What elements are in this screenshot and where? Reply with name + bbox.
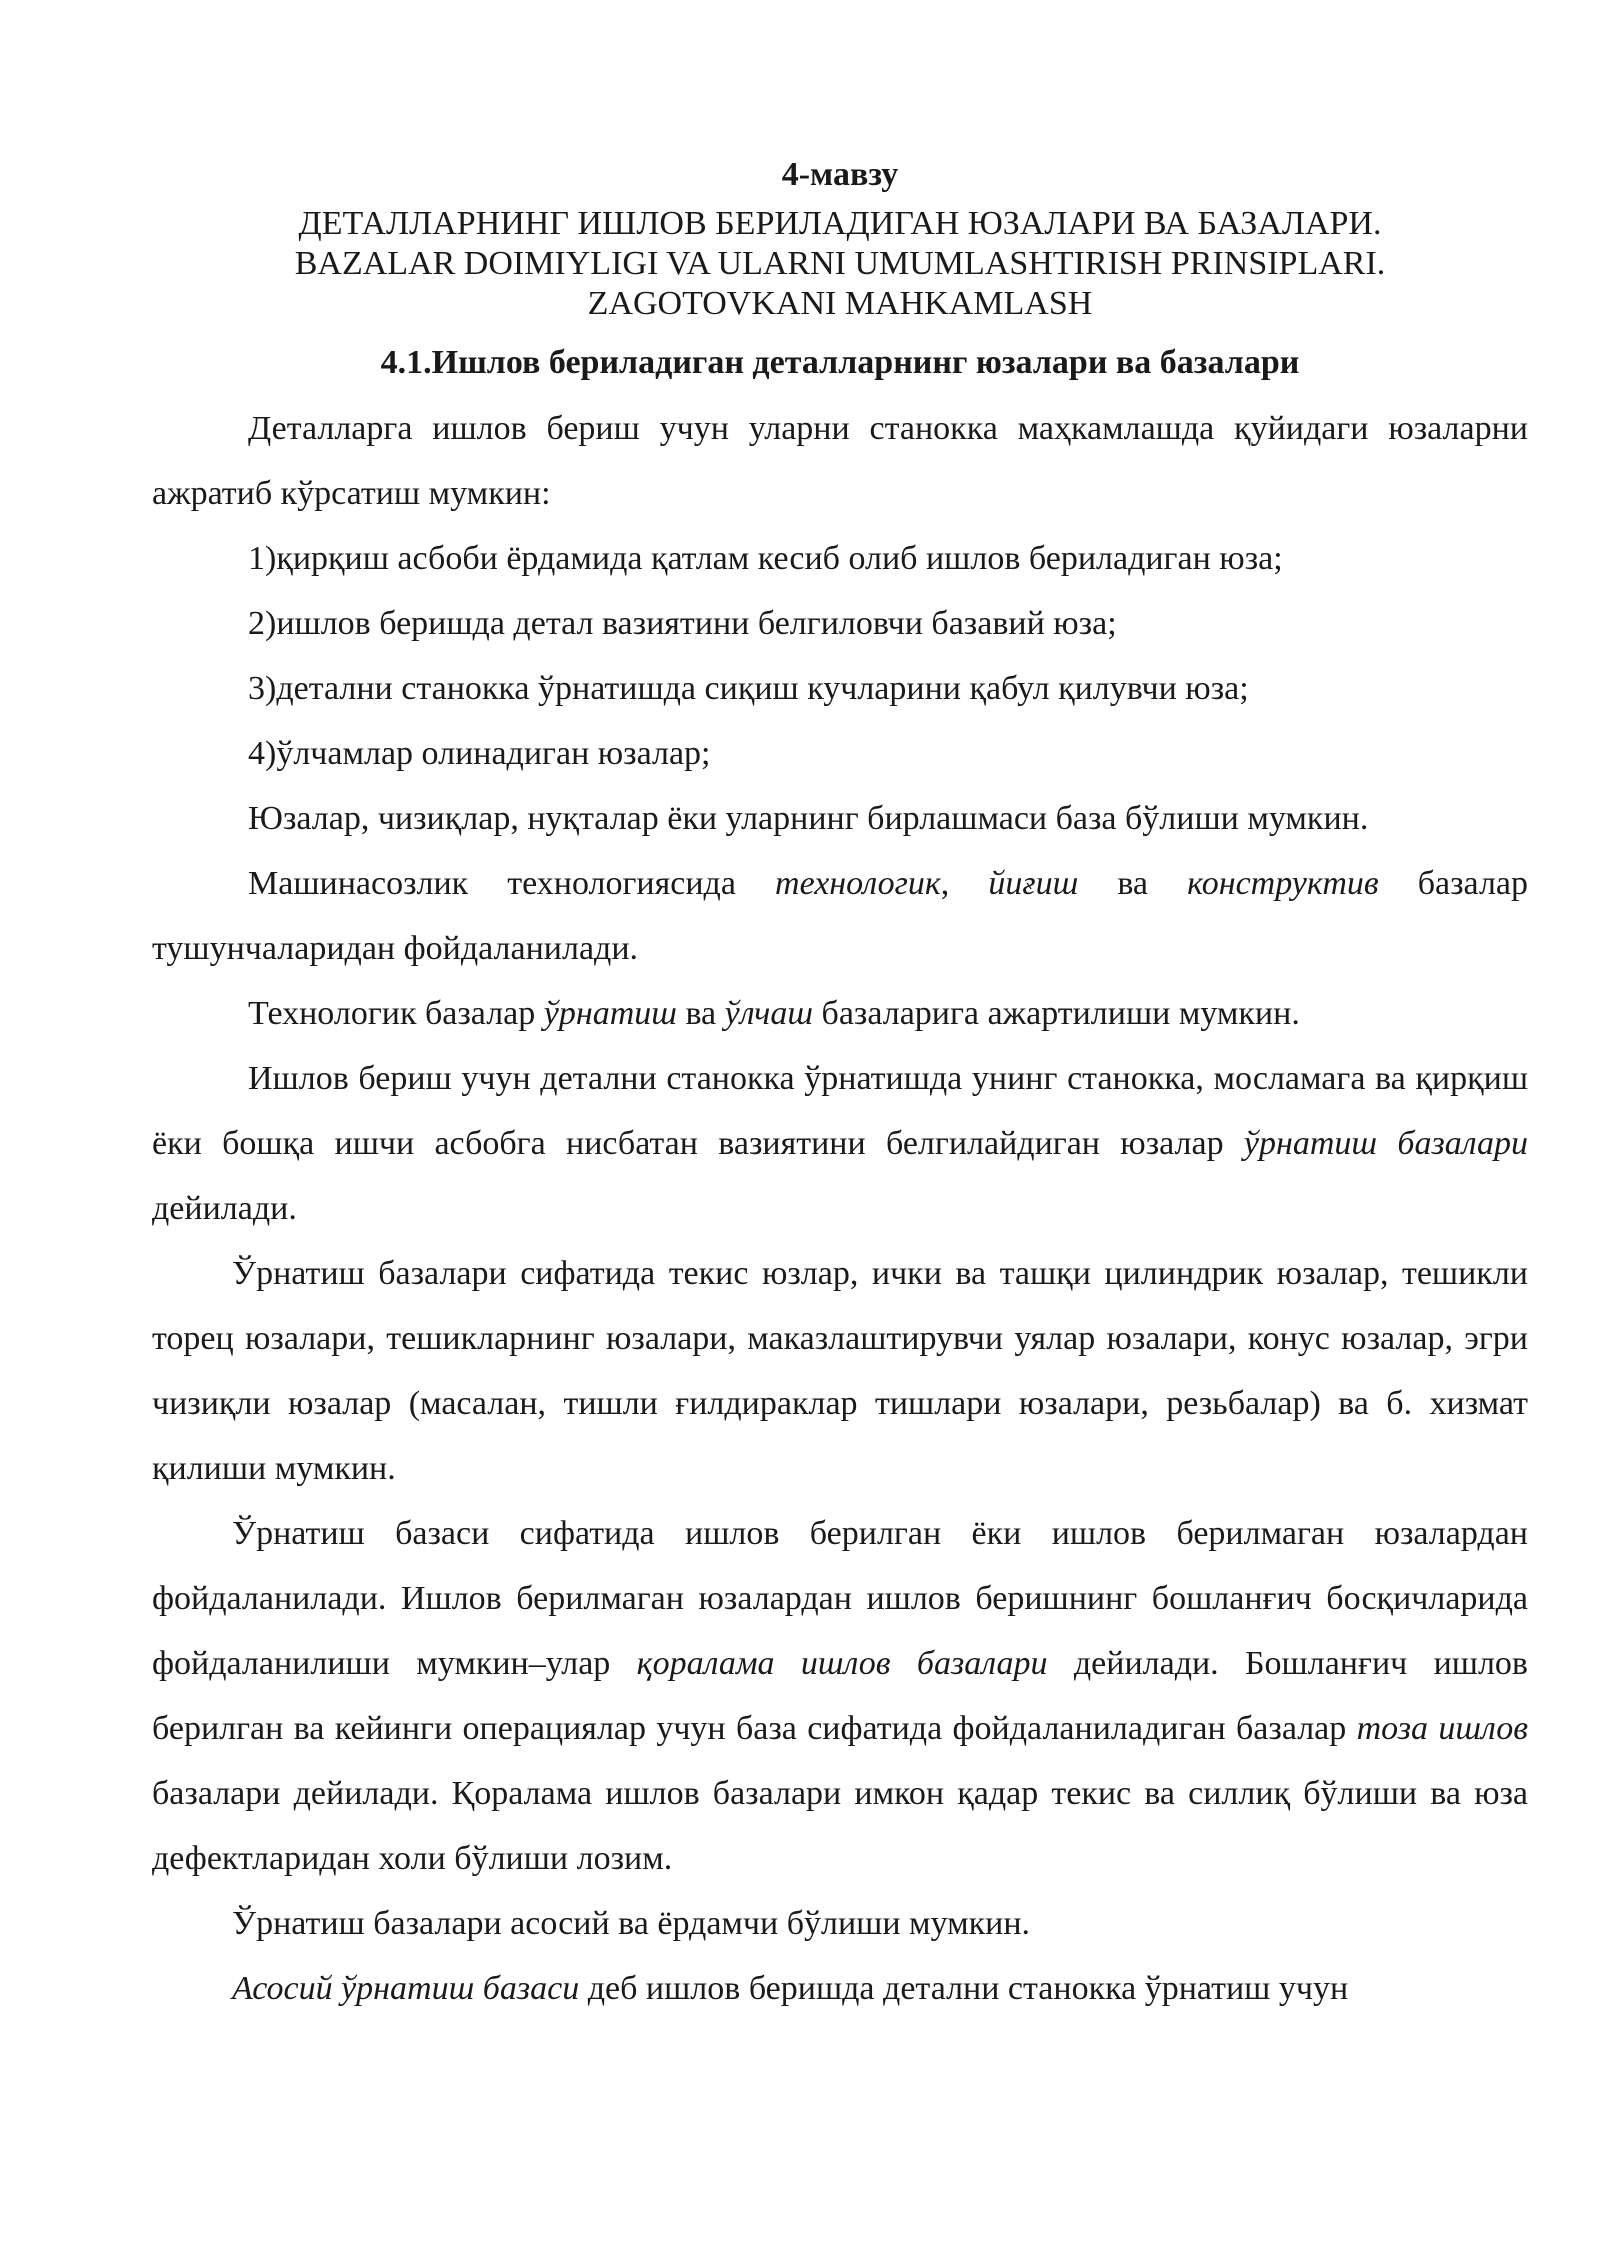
technological-bases-paragraph xyxy=(152,981,1528,1046)
text-run: базаларига ажартилиши мумкин. xyxy=(813,995,1300,1032)
text-run: дейилади. xyxy=(152,1190,297,1227)
text-run: ва xyxy=(676,995,725,1032)
topic-label: 4-мавзу xyxy=(781,156,899,193)
text-run: базалари дейилади. Қоралама ишлов базалари имкон қадар текис ва силлиқ бўлиши ва юза дефектларидан холи бўлиши лозим. xyxy=(152,1775,1528,1877)
list-item-3: 3)детални станокка ўрнатишда сиқиш кучларини қабул қилувчи юза; xyxy=(248,670,1249,707)
italic-term: технологик xyxy=(775,865,941,902)
list-item-1: 1)қирқиш асбоби ёрдамида қатлам кесиб олиб ишлов бериладиган юза; xyxy=(248,540,1283,577)
italic-term: конструктив xyxy=(1187,865,1379,902)
main-aux-paragraph: Ўрнатиш базалари асосий ва ёрдамчи бўлиши мумкин. xyxy=(232,1905,1031,1942)
text-run: ва xyxy=(1078,865,1188,902)
list-item-4: 4)ўлчамлар олинадиган юзалар; xyxy=(248,735,711,772)
italic-term: тоза ишлов xyxy=(1356,1710,1528,1747)
italic-term: ўрнатиш xyxy=(543,995,677,1032)
document-page xyxy=(152,150,1528,2021)
text-run: Машинасозлик технологиясида xyxy=(248,865,776,902)
surfaces-paragraph: Ўрнатиш базалари сифатида текис юзлар, ички ва ташқи цилиндрик юзалар, тешикли торец юзалари, тешикларнинг юзалари, маказлаштирувчи уялар юзалари, конус юзалар, эгри чизиқли юзалар (масалан, тишли ғилдираклар тишлари юзалари, резьбалар) ва б. хизмат қилиши мумкин. xyxy=(152,1255,1528,1487)
text-run: базалар тушунчаларидан фойдаланилади. xyxy=(152,865,1528,967)
bases-paragraph: Юзалар, чизиқлар, нуқталар ёки уларнинг бирлашмаси база бўлиши мумкин. xyxy=(248,800,1369,837)
machine-building-paragraph xyxy=(152,851,1528,981)
italic-term: ўрнатиш базалари xyxy=(1243,1125,1528,1162)
text-run: , xyxy=(940,865,989,902)
italic-term: ўлчаш xyxy=(724,995,814,1032)
text-run: деб ишлов беришда детални станокка ўрнатиш учун xyxy=(579,1970,1349,2007)
title-line-1: ДЕТАЛЛАРНИНГ ИШЛОВ БЕРИЛАДИГАН ЮЗАЛАРИ ВА БАЗАЛАРИ. xyxy=(298,205,1382,242)
text-run: Ишлов бериш учун детални станокка ўрнатишда унинг станокка, мосламага ва қирқиш ёки бошқа ишчи асбобга нисбатан вазиятини белгилайдиган юзалар xyxy=(152,1060,1528,1162)
intro-paragraph: Деталларга ишлов бериш учун уларни станокка маҳкамлашда қуйидаги юзаларни ажратиб кўрсатиш мумкин: xyxy=(152,410,1528,512)
section-title: 4.1.Ишлов бериладиган деталларнинг юзалари ва базалари xyxy=(380,344,1300,381)
italic-term: Асосий ўрнатиш базаси xyxy=(232,1970,580,2007)
text-run: дейилади. Бошланғич ишлов берилган ва кейинги операциялар учун база сифатида фойдаланиладиган базалар xyxy=(152,1645,1528,1747)
installation-bases-paragraph xyxy=(152,1046,1528,1241)
title-line-3: ZAGOTOVKANI MAHKAMLASH xyxy=(587,285,1093,322)
text-run: Ўрнатиш базаси сифатида ишлов берилган ёки ишлов берилмаган юзалардан фойдаланилади. Ишлов берилмаган юзалардан ишлов беришнинг бошланғич босқичларида фойдаланилиши мумкин–улар xyxy=(152,1515,1528,1682)
italic-term: йиғиш xyxy=(988,865,1079,902)
text-run: Технологик базалар xyxy=(248,995,544,1032)
document-title xyxy=(152,204,1528,324)
italic-term: қоралама ишлов базалари xyxy=(636,1645,1048,1682)
main-base-paragraph xyxy=(152,1956,1528,2021)
title-line-2: BAZALAR DOIMIYLIGI VA ULARNI UMUMLASHTIRISH PRINSIPLARI. xyxy=(294,245,1386,282)
rough-bases-paragraph xyxy=(152,1501,1528,1891)
list-item-2: 2)ишлов беришда детал вазиятини белгиловчи базавий юза; xyxy=(248,605,1117,642)
